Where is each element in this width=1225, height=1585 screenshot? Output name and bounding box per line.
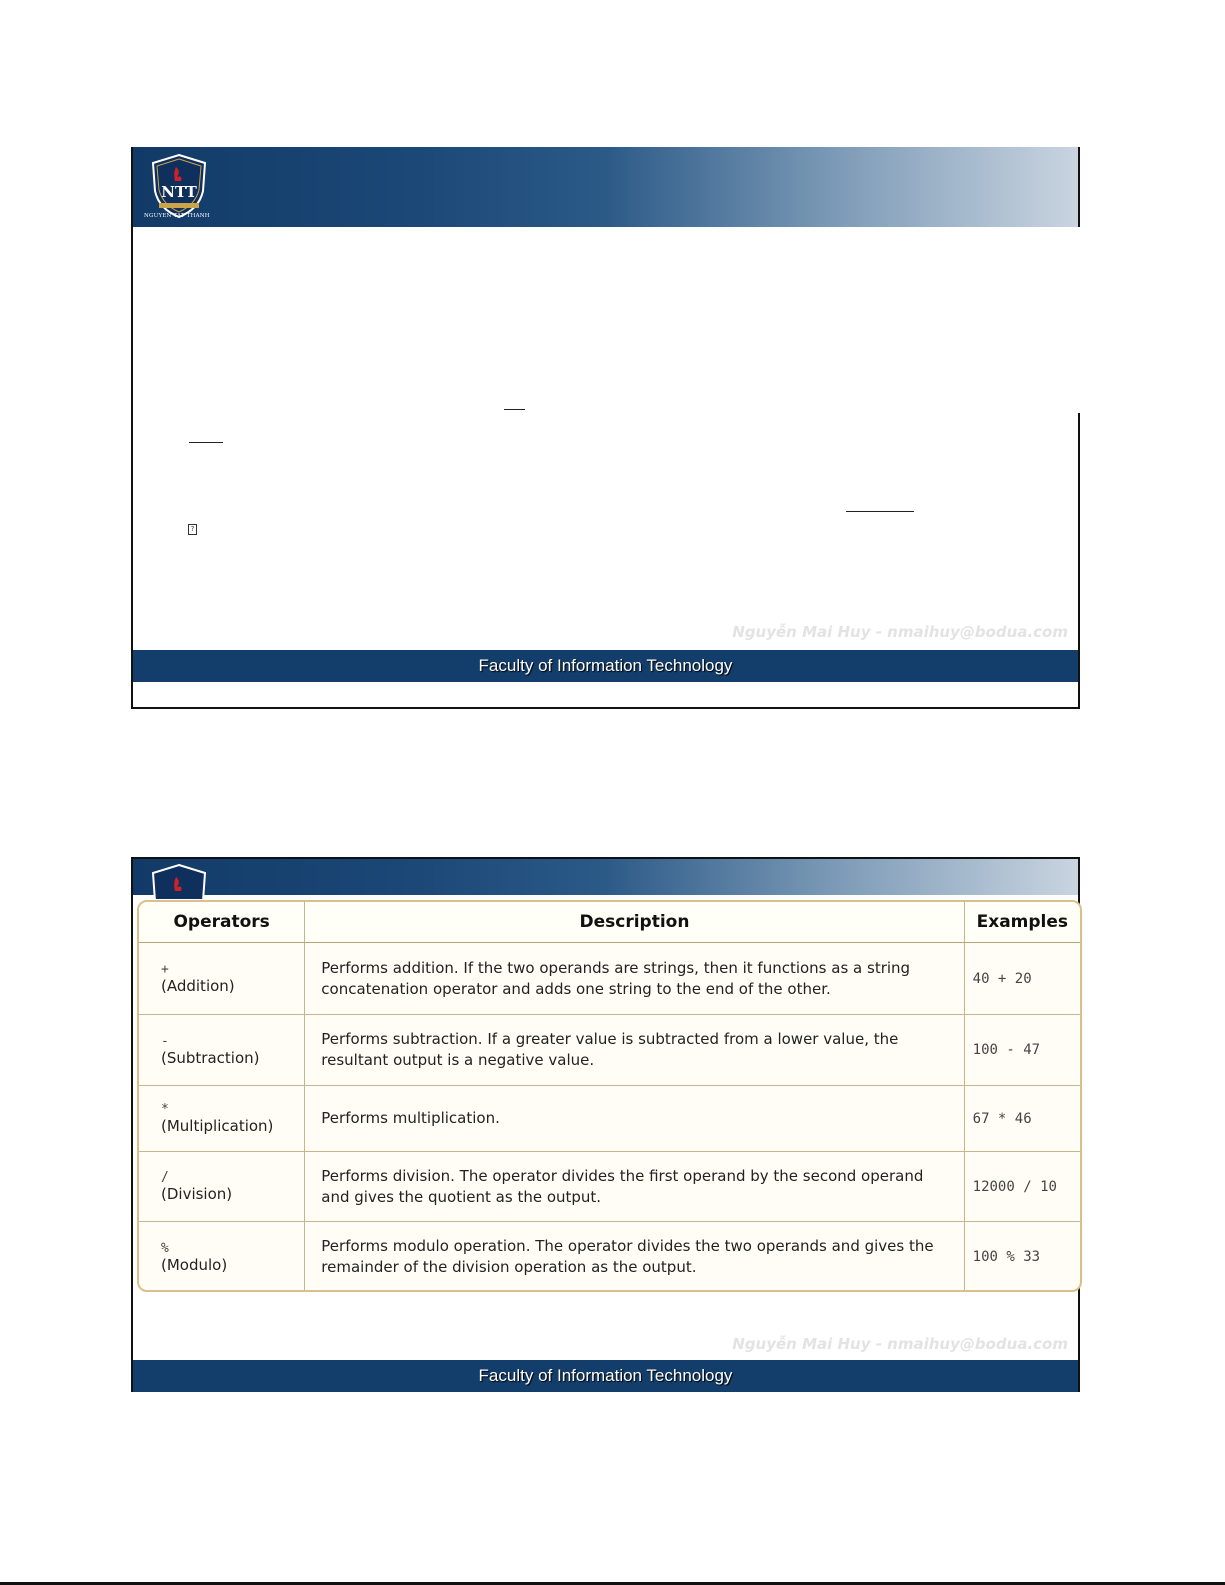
operator-cell xyxy=(139,1015,305,1086)
table-header-row xyxy=(139,902,1080,943)
operator-name: (Division) xyxy=(161,1185,233,1203)
operator-name: (Addition) xyxy=(161,977,235,995)
svg-text:NTT: NTT xyxy=(161,183,197,201)
university-logo xyxy=(145,863,213,899)
example-cell: 100 % 33 xyxy=(972,1249,1041,1266)
operators-table xyxy=(139,902,1080,1292)
operator-cell xyxy=(139,1222,305,1293)
table-row xyxy=(139,1152,1080,1222)
slide-footer: Faculty of Information Technology xyxy=(133,1360,1078,1392)
slide-header-band xyxy=(133,147,1078,227)
operator-symbol: * xyxy=(161,1102,169,1117)
description-cell: Performs multiplication. xyxy=(305,1086,964,1152)
author-watermark: Nguyễn Mai Huy - nmaihuy@bodua.com xyxy=(732,1335,1068,1353)
table-row xyxy=(139,943,1080,1015)
operator-symbol: / xyxy=(161,1170,169,1185)
operator-name: (Multiplication) xyxy=(161,1117,274,1135)
column-header-description: Description xyxy=(305,902,964,943)
column-header-operators: Operators xyxy=(139,902,305,943)
operator-cell xyxy=(139,1152,305,1222)
description-cell: Performs subtraction. If a greater value is subtracted from a lower value, the resultant output is a negative value. xyxy=(305,1015,964,1086)
slide-2 xyxy=(131,857,1080,1392)
example-cell: 100 - 47 xyxy=(964,1015,1080,1086)
example-cell: 12000 / 10 xyxy=(964,1152,1080,1222)
table-row xyxy=(139,1015,1080,1086)
example-cell: 67 * 46 xyxy=(964,1086,1080,1152)
operator-cell xyxy=(139,943,305,1015)
slide-1 xyxy=(131,147,1080,709)
text-fragment-underline xyxy=(846,511,914,512)
operator-symbol: % xyxy=(161,1240,169,1256)
text-fragment-underline xyxy=(504,409,525,410)
operator-cell xyxy=(139,1086,305,1152)
operator-symbol: + xyxy=(161,962,169,977)
slide-footer: Faculty of Information Technology xyxy=(133,650,1078,682)
description-cell: Performs addition. If the two operands are strings, then it functions as a string concatenation operator and adds one string to the end of the other. xyxy=(305,943,964,1015)
blank-area xyxy=(133,227,1082,413)
missing-glyph-box: ? xyxy=(188,524,197,535)
operator-name: (Modulo) xyxy=(161,1255,228,1274)
operator-symbol: - xyxy=(161,1033,169,1049)
example-cell: 40 + 20 xyxy=(964,943,1080,1015)
operator-name: (Subtraction) xyxy=(161,1048,260,1067)
description-cell: Performs division. The operator divides the first operand by the second operand and gives the quotient as the output. xyxy=(305,1152,964,1222)
university-logo xyxy=(145,153,213,221)
text-fragment-underline xyxy=(189,442,223,443)
slide-header-band xyxy=(133,859,1078,895)
table-row xyxy=(139,1222,1080,1293)
description-cell: Performs modulo operation. The operator divides the two operands and gives the remainder of the division operation as the output. xyxy=(305,1222,964,1293)
operators-table-container xyxy=(137,900,1082,1292)
table-row xyxy=(139,1086,1080,1152)
column-header-examples: Examples xyxy=(964,902,1080,943)
author-watermark: Nguyễn Mai Huy - nmaihuy@bodua.com xyxy=(732,623,1068,641)
logo-caption: NGUYEN TAT THANH xyxy=(144,213,210,219)
